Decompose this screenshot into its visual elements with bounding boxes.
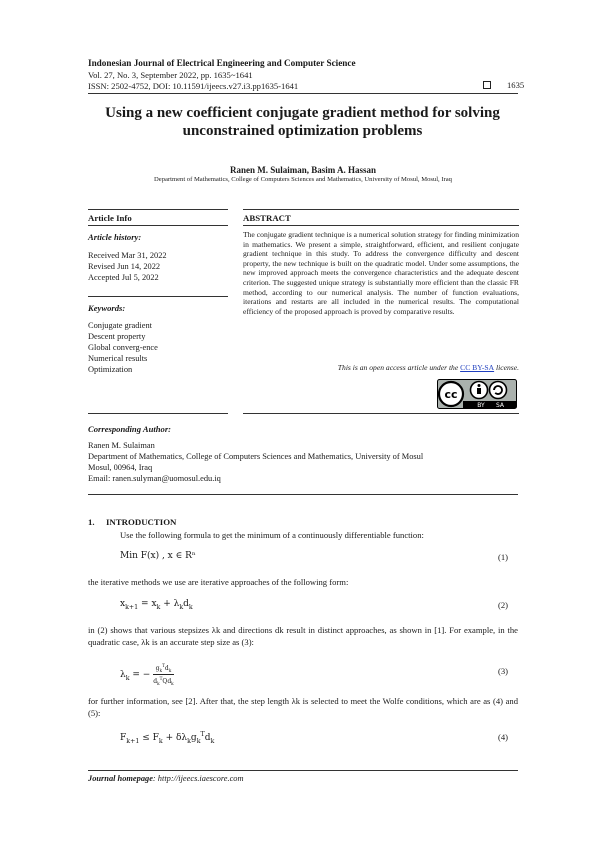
footer-divider — [88, 770, 518, 771]
keyword-item: Conjugate gradient — [88, 321, 152, 330]
abstract-text: The conjugate gradient technique is a numerical solution strategy for finding minimization in mathematics. We present a simple, straightforward, efficient, and resilient conjugate gradient technique in this study. To address the convergence difficulty and descent property, the new technique is built on the quadratic model. Under some assumptions, the new improved approach meets the convergence characteristics and the adequate descent criterion. The suggested unique strategy is substantially more efficient than the classic FR method, according to our numerical analysis. The number of function evaluations, iterations and restarts are all included in the numerical results. The computational efficiency of the proposed approach is proved by comparative results. — [243, 230, 519, 316]
equation-2: $x_{k+1} = x_k + \lambda_kd_k$ — [120, 599, 193, 611]
journal-homepage[interactable] — [88, 774, 244, 783]
title-line-2: unconstrained optimization problems — [182, 123, 423, 139]
by-label: BY — [477, 402, 485, 409]
corr-bottom-rule — [88, 494, 518, 495]
paper-title — [80, 104, 525, 140]
intro-paragraph-2: the iterative methods we use are iterative approaches of the following form: — [88, 577, 349, 587]
page-number: 1635 — [507, 80, 525, 90]
intro-paragraph-1: Use the following formula to get the minimum of a continuously differentiable function: — [120, 530, 424, 540]
corr-email: Email: ranen.sulyman@uomosul.edu.iq — [88, 474, 221, 483]
abstract-rule — [243, 225, 519, 226]
corresponding-block — [88, 440, 518, 484]
sa-icon — [490, 382, 507, 399]
journal-name: Indonesian Journal of Electrical Engineering and Computer Science — [88, 58, 356, 68]
article-info-top-rule — [88, 209, 228, 210]
title-line-1: Using a new coefficient conjugate gradient method for solving — [105, 105, 500, 121]
cc-license-badge[interactable] — [437, 379, 517, 409]
affiliation: Department of Mathematics, College of Computers Sciences and Mathematics, University of Mosul, Mosul, Iraq — [154, 176, 452, 183]
keyword-item: Global converg-ence — [88, 343, 158, 352]
cc-badge-strip — [463, 401, 516, 409]
intro-heading: INTRODUCTION — [106, 517, 177, 527]
keywords-heading: Keywords: — [88, 303, 126, 313]
equation-3: $\lambda_k$ = − $g_k^Td_k$ $d_k^TQd_k$ — [120, 663, 174, 687]
abstract-top-rule — [243, 209, 519, 210]
abstract-heading: ABSTRACT — [243, 213, 291, 223]
oa-suffix: license. — [494, 363, 519, 372]
authors: Ranen M. Sulaiman, Basim A. Hassan — [229, 165, 377, 175]
article-info-heading: Article Info — [88, 213, 132, 223]
article-info-rule — [88, 225, 228, 226]
equation-1: Min F(x) , x ∈ Rⁿ — [120, 551, 196, 561]
corresponding-heading: Corresponding Author: — [88, 424, 172, 434]
corr-name: Ranen M. Sulaiman — [88, 441, 155, 450]
equation-4-number: (4) — [498, 732, 509, 742]
open-access-note — [243, 363, 519, 372]
keywords-rule — [88, 296, 228, 297]
history-heading: Article history: — [88, 232, 142, 242]
accepted-date: Accepted Jul 5, 2022 — [88, 273, 159, 282]
equation-2-number: (2) — [498, 600, 509, 610]
homepage-label: Journal homepage — [88, 774, 153, 783]
keyword-item: Optimization — [88, 365, 133, 374]
sa-label: SA — [495, 402, 505, 409]
revised-date: Revised Jun 14, 2022 — [88, 262, 161, 271]
volume-line: Vol. 27, No. 3, September 2022, pp. 1635~1641 — [88, 70, 253, 80]
issn-line: ISSN: 2502-4752, DOI: 10.11591/ijeecs.v27.i3.pp1635-1641 — [88, 81, 299, 91]
equation-4: $F_{k+1} \le F_k + \delta\lambda_kg_k^Td_k$ — [120, 731, 215, 745]
oa-prefix: This is an open access article under the — [337, 363, 461, 372]
received-date: Received Mar 31, 2022 — [88, 251, 167, 260]
corr-city: Mosul, 00964, Iraq — [88, 463, 153, 472]
corr-dept: Department of Mathematics, College of Computers Sciences and Mathematics, University of Mosul — [88, 452, 424, 461]
svg-text:cc: cc — [444, 388, 458, 401]
intro-paragraph-4: for further information, see [2]. After that, the step length λk is selected to meet the Wolfe conditions, which are as (4) and (5): — [88, 696, 518, 718]
keyword-item: Descent property — [88, 332, 146, 341]
homepage-url[interactable]: : http://ijeecs.iaescore.com — [152, 774, 244, 783]
header-divider — [88, 93, 518, 94]
checkbox-icon — [483, 81, 491, 89]
equation-3-number: (3) — [498, 666, 509, 676]
abstract-bottom-rule — [243, 413, 519, 414]
keyword-item: Numerical results — [88, 354, 148, 363]
cc-by-sa-link[interactable]: CC BY-SA — [460, 363, 495, 372]
equation-1-number: (1) — [498, 552, 509, 562]
intro-paragraph-3: in (2) shows that various stepsizes λk and directions dk result in distinct approaches, as shown in [1]. For example, in the quadratic case, λk is an accurate step size as (3): — [88, 625, 518, 647]
intro-number: 1. — [88, 517, 95, 527]
article-info-bottom-rule — [88, 413, 228, 414]
